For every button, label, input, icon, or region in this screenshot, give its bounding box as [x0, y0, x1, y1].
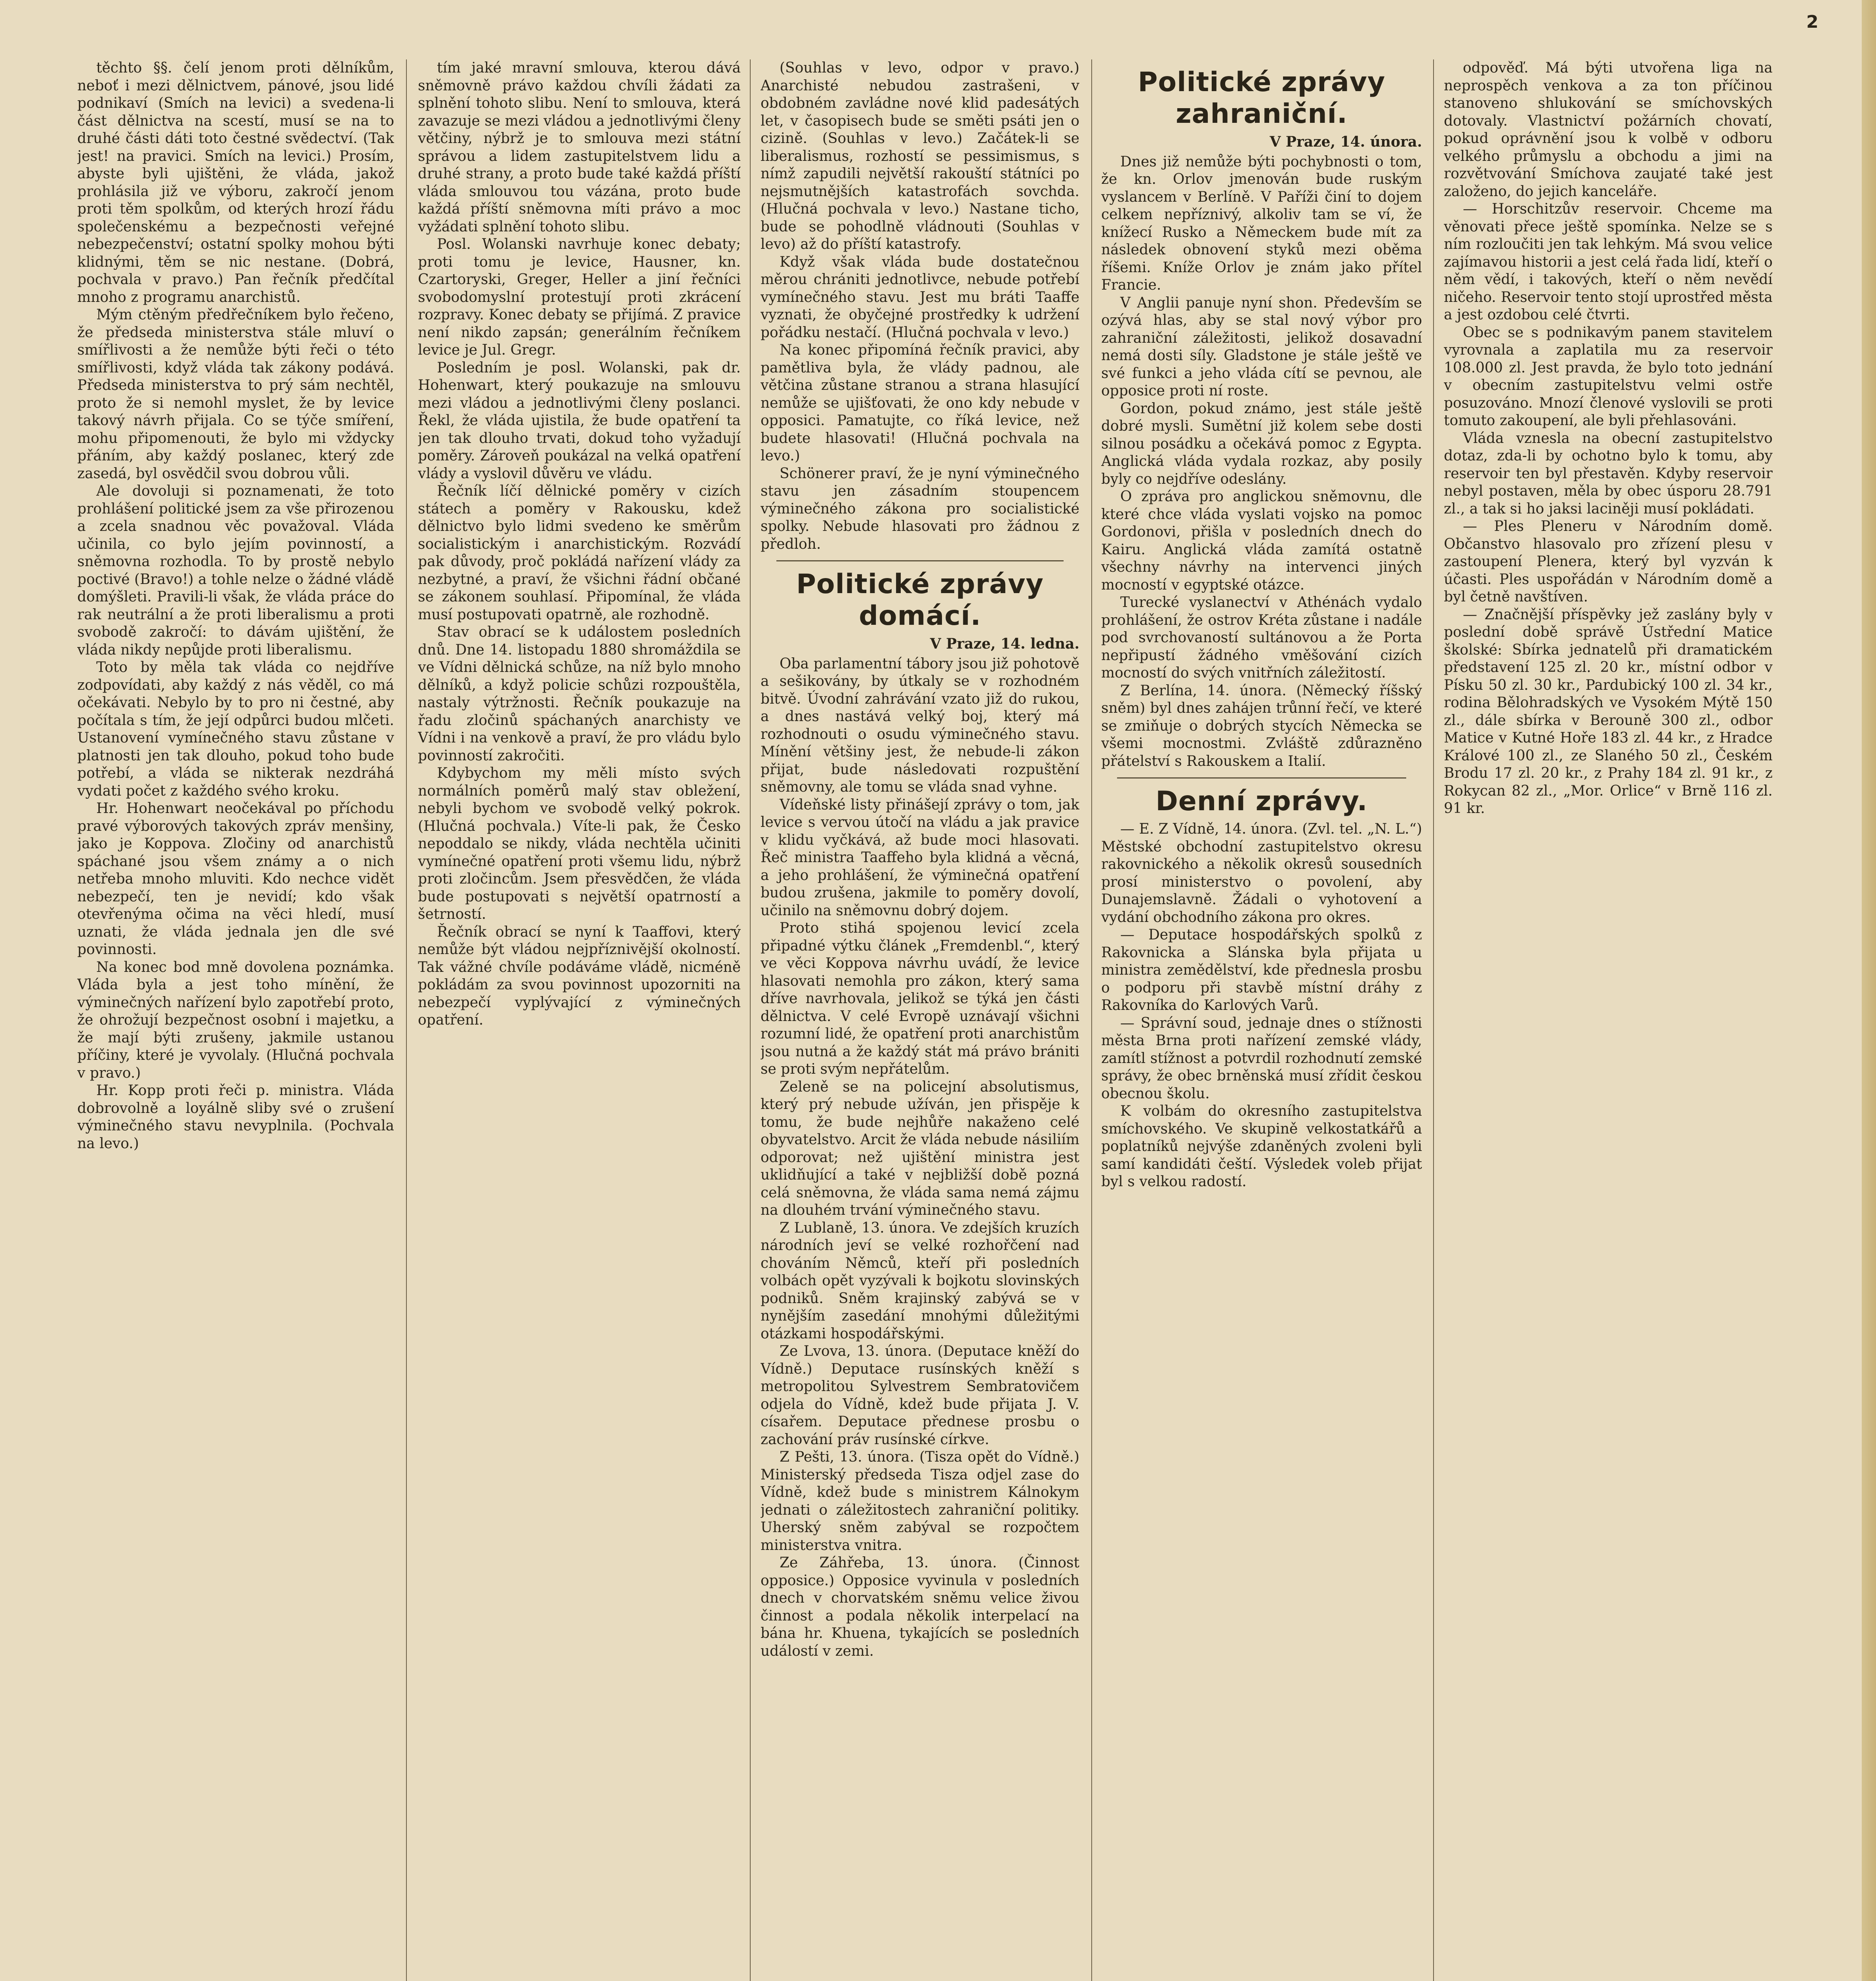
column-4 — [1101, 59, 1422, 1981]
paragraph: Ze Záhřeba, 13. února. (Činnost opposice.) Opposice vyvinula v posledních dnech v chorvatském sněmu velice živou činnost a podala několik interpelací na bána hr. Khuena, tykajících se posledních událostí v zemi. — [761, 1555, 1079, 1659]
column-rule — [406, 59, 407, 1981]
paragraph: Když však vláda bude dostatečnou měrou chrániti jednotlivce, nebude potřebí vymínečného stavu. Jest mu bráti Taaffe vyznati, že obyčejné prostředky k udržení pořádku nestačí. (Hlučná pochvala v levo.) — [761, 254, 1079, 341]
page-number: 2 — [1806, 12, 1819, 32]
paragraph: — E. Z Vídně, 14. února. (Zvl. tel. „N. L.“) Městské obchodní zastupitelstvo okresu rakovnického a několik okresů sousedních prosí ministerstvo o povolení, aby Dunajemslavně. Žádali o vyhotovení a vydání obchodního zákona pro okres. — [1101, 821, 1422, 926]
column-2 — [418, 59, 741, 1981]
section-title-domestic: Politické zprávy domácí. — [796, 569, 1044, 632]
paragraph: Vláda vznesla na obecní zastupitelstvo dotaz, zda-li by ochotno bylo k tomu, aby reservoir ten byl přestavěn. Kdyby reservoir nebyl postaven, měla by obec úsporu 28.791 zl., a tak si ho jaksi laciněji musí pokládati. — [1444, 430, 1773, 517]
paragraph: O zpráva pro anglickou sněmovnu, dle které chce vláda vyslati vojsko na pomoc Gordonovi, přišla v posledních dnech do Kairu. Anglická vláda zamítá ostatně všechny návrhy na intervenci jiných mocností v egyptské otázce. — [1101, 489, 1422, 593]
paragraph: Stav obrací se k událostem posledních dnů. Dne 14. listopadu 1880 shromáždila se ve Vídni dělnická schůze, na níž bylo mnoho dělníků, a když policie schůzi rozpouštěla, nastaly výtržnosti. Řečník poukazuje na řadu zločinů spáchaných anarchisty ve Vídni i na venkově a praví, že pro vládu bylo povinností zakročiti. — [418, 624, 741, 764]
paragraph: Hr. Hohenwart neočekával po příchodu pravé výborových takových zpráv menšiny, jako je Koppova. Zločiny od anarchistů spáchané jsou všem známy a o nich netřeba mnoho mluviti. Kdo nechce vidět nebezpečí, ten je nevidí; kdo však otevřenýma očima na věci hledí, musí uznati, že vláda jednala jen dle své povinnosti. — [77, 800, 394, 958]
dateline: V Praze, 14. ledna. — [930, 636, 1079, 652]
paragraph: — Deputace hospodářských spolků z Rakovnicka a Slánska byla přijata u ministra zemědělství, kde přednesla prosbu o podporu při stavbě místní dráhy z Rakovníka do Karlových Varů. — [1101, 927, 1422, 1013]
paragraph: — Horschitzův reservoir. Chceme ma věnovati přece ještě spomínka. Nelze se s ním rozloučiti jen tak lehkým. Má svou velice zajímavou historii a jest celá řada lidí, kteří o něm vědí, i takových, kteří o něm nevědí ničeho. Reservoir tento stojí uprostřed města a jest ozdobou celé čtvrti. — [1444, 201, 1773, 323]
paragraph: Kdybychom my měli místo svých normálních poměrů malý stav obležení, nebyli bychom ve svobodě velký pokrok. (Hlučná pochvala.) Víte-li pak, že Česko nepoddalo se nikdy, vláda nechtěla učiniti vymínečné opatření proti všemu lidu, nýbrž proti zločincům. Jsem přesvědčen, že vláda bude postupovati s největší opatrností a šetrností. — [418, 765, 741, 922]
column-rule — [1091, 59, 1092, 1981]
column-rule — [1433, 59, 1434, 1981]
column-3 — [761, 59, 1079, 1981]
paragraph: Proto stihá spojenou levicí zcela připadné výtku článek „Fremdenbl.“, který ve věci Koppova návrhu uvádí, že levice hlasovati nemohla pro zákon, který sama dříve navrhovala, jelikož se týká jen části dělnictva. V celé Evropě uznávají všichni rozumní lidé, že opatření proti anarchistům jsou nutná a že každý stát má právo brániti se proti svým nepřátelům. — [761, 920, 1079, 1077]
paragraph: Z Berlína, 14. února. (Německý říšský sněm) byl dnes zahájen trůnní řečí, ve které se zmiňuje o dobrých stycích Německa se všemi mocnostmi. Zvláště zdůrazněno přátelství s Rakouskem a Italií. — [1101, 682, 1422, 769]
paragraph: Řečník líčí dělnické poměry v cizích státech a poměry v Rakousku, kdež dělnictvo bylo lidmi svedeno ke směrům socialistickým i anarchistickým. Rozvádí pak důvody, proč pokládá nařízení vlády za nezbytné, a praví, že všichni řádní občané se zákonem souhlasí. Připomínal, že vláda musí postupovati opatrně, ale rozhodně. — [418, 483, 741, 623]
paragraph: Hr. Kopp proti řeči p. ministra. Vláda dobrovolně a loyálně sliby své o zrušení výminečného stavu nevyplnila. (Pochvala na levo.) — [77, 1082, 394, 1152]
paragraph: Zeleně se na policejní absolutismus, který prý nebude užíván, jen přispěje k tomu, že bude nejhůře nakaženo celé obyvatelstvo. Arcit že vláda nebude násiliím odporovat; než ujištění ministra jest uklidňující a také v nejbližší době pozná celá sněmovna, že vláda sama nemá zájmu na dlouhém trvání výminečného stavu. — [761, 1078, 1079, 1218]
column-5 — [1444, 59, 1773, 1981]
paragraph: Ze Lvova, 13. února. (Deputace kněží do Vídně.) Deputace rusínských kněží s metropolitou Sylvestrem Sembratovičem odjela do Vídně, kdež bude přijata J. V. císařem. Deputace přednese prosbu o zachování práv rusínské církve. — [761, 1343, 1079, 1448]
paragraph: Z Pešti, 13. února. (Tisza opět do Vídně.) Ministerský předseda Tisza odjel zase do Vídně, kdež bude s ministrem Kálnokym jednati o záležitostech zahraniční politiky. Uherský sněm zabýval se rozpočtem ministerstva vnitra. — [761, 1449, 1079, 1554]
paragraph: Mým ctěným předřečníkem bylo řečeno, že předseda ministerstva stále mluví o smířlivosti a že nemůže býti řeči o této smířlivosti, když vláda tak zákony podává. Předseda ministerstva to prý sám nechtěl, proto že si nemohl myslet, že by levice takový návrh přijala. Co se týče smíření, mohu připomenouti, že bylo mi vždycky přáním, aby každý poslanec, který zde zasedá, byl osvědčil svou dobrou vůli. — [77, 307, 394, 482]
paragraph: Na konec připomíná řečník pravici, aby pamětliva byla, že vlády padnou, ale větčina zůstane stranou a strana hlasující nemůže se ujišťovati, že ono kdy nebude v opposici. Pamatujte, co říká levice, než budete hlasovati! (Hlučná pochvala na levo.) — [761, 342, 1079, 464]
paragraph: Schönerer praví, že je nyní výminečného stavu jen zásadním stoupencem výminečného zákona pro socialistické spolky. Nebude hlasovati pro žádnou z předloh. — [761, 465, 1079, 552]
paragraph: Obec se s podnikavým panem stavitelem vyrovnala a zaplatila mu za reservoir 108.000 zl. Jest pravda, že bylo toto jednání v obecním zastupitelstvu velmi ostře posuzováno. Mnozí členové vyslovili se proti tomuto zakoupení, ale byli přehlasováni. — [1444, 324, 1773, 429]
paragraph: Posl. Wolanski navrhuje konec debaty; proti tomu je levice, Hausner, kn. Czartoryski, Greger, Heller a jiní řečníci svobodomyslní protestují proti zkrácení rozpravy. Konec debaty se přijímá. Z pravice není nikdo zapsán; generálním řečníkem levice je Jul. Gregr. — [418, 236, 741, 358]
paragraph: tím jaké mravní smlouva, kterou dává sněmovně právo každou chvíli žádati za splnění tohoto slibu. Není to smlouva, která zavazuje se mezi vládou a jednotlivými členy větčiny, nýbrž je to smlouva mezi státní správou a lidem zastupitelstvem lidu a druhé strany, a proto bude také každá příští vláda smlouvou tou vázána, proto bude každá příští sněmovna míti právo a moc vyžádati splnění tohoto slibu. — [418, 60, 741, 235]
paragraph: Oba parlamentní tábory jsou již pohotově a sešikovány, by útkaly se v rozhodném bitvě. Úvodní zahrávání vzato již do rukou, a dnes nastává velký boj, který má rozhodnouti o osudu výminečného stavu. Mínění většiny jest, že nebude-li zákon přijat, bude následovati rozpuštění sněmovny, ale tomu se vláda snad vyhne. — [761, 655, 1079, 795]
column-1 — [77, 59, 394, 1981]
paragraph: Ale dovoluji si poznamenati, že toto prohlášení politické jsem za vše přirozenou a zcela snadnou věc považoval. Vláda učinila, co bylo jejím povinností, a sněmovna rozhodla. To by prostě nebylo poctivé (Bravo!) a tohle nelze o žádné vládě domýšleti. Pravili-li však, že vláda práce do rak neutrální a že proti liberalismu a proti svobodě zakročí: to dávám ujištění, že vláda nikdy nepůjde proti liberalismu. — [77, 483, 394, 658]
paragraph: Dnes již nemůže býti pochybnosti o tom, že kn. Orlov jmenován bude ruským vyslancem v Berlíně. V Paříži činí to dojem celkem nepříznivý, alkoliv tam se ví, že knížecí Rusko a Německem bude mít za následek obnovení styků mezi oběma říšemi. Kníže Orlov je znám jako přítel Francie. — [1101, 153, 1422, 293]
section-divider — [776, 560, 1064, 561]
paragraph: Z Lublaně, 13. února. Ve zdejších kruzích národních jeví se velké rozhořčení nad chováním Němců, kteří při posledních volbách opět vyzývali k bojkotu slovinských podniků. Sněm krajinský zabývá se v nynějším zasedání mnohými důležitými otázkami hospodářskými. — [761, 1220, 1079, 1342]
paragraph: Na konec bod mně dovolena poznámka. Vláda byla a jest toho mínění, že výminečných nařízení bylo zapotřebí proto, že ohrožují bezpečnost osobní i majetku, a že mají býti zrušeny, jakmile ustanou příčiny, které je vyvolaly. (Hlučná pochvala v pravo.) — [77, 959, 394, 1081]
paragraph: těchto §§. čelí jenom proti dělníkům, neboť i mezi dělnictvem, pánové, jsou lidé podnikaví (Smích na levici) a svedena-li část dělnictva na scestí, musí se na to druhé části dáti toto čestné svědectví. (Tak jest! na pravici. Smích na levici.) Prosím, abyste byli ujištěni, že vláda, jakož prohlásila již ve výboru, zakročí jenom proti těm spolkům, od kterých hrozí řádu společenskému a bezpečnosti veřejné nebezpečenství; ostatní spolky mohou býti klidnými, těm se nic nestane. (Dobrá, pochvala v pravo.) Pan řečník předčítal mnoho z programu anarchistů. — [77, 60, 394, 305]
paragraph: K volbám do okresního zastupitelstva smíchovského. Ve skupině velkostatkářů a poplatníků nejvýše zdaněných zvoleni byli samí kandidáti čeští. Výsledek voleb přijat byl s velkou radostí. — [1101, 1103, 1422, 1190]
paragraph: — Správní soud, jednaje dnes o stížnosti města Brna proti nařízení zemské vlády, zamítl stížnost a potvrdil rozhodnutí zemské správy, že obec brněnská musí zřídit českou obecnou školu. — [1101, 1015, 1422, 1102]
paragraph: Vídeňské listy přinášejí zprávy o tom, jak levice s vervou útočí na vládu a jak pravice v klidu vyčkává, až bude moci hlasovati. Řeč ministra Taaffeho byla klidná a věcná, a jeho prohlášení, že výminečná opatření budou zrušena, jakmile to poměry dovolí, učinilo na sněmovnu dobrý dojem. — [761, 796, 1079, 919]
paragraph: Toto by měla tak vláda co nejdříve zodpovídati, aby každý z nás věděl, co má očekávati. Nebylo by to pro ni čestné, aby počítala s tím, že její odpůrci budou mlčeti. Ustanovení vymínečného stavu zůstane v platnosti jen tak dlouho, pokud toho bude potřebí, a vláda se nikterak nezdráhá vydati počet z každého svého kroku. — [77, 659, 394, 799]
section-title-daily: Denní zprávy. — [1155, 786, 1368, 817]
paragraph: — Značnější příspěvky jež zaslány byly v poslední době správě Ústřední Matice školské: Sbírka jednatelů při dramatickém představení 125 zl. 20 kr., místní odbor v Písku 50 zl. 30 kr., Pardubický 100 zl. 34 kr., rodina Bělohradských ve Vysokém Mýtě 150 zl., dále sbírka v Berouně 300 zl., odbor Matice v Kutné Hoře 183 zl. 44 kr., z Hradce Králové 100 zl., ze Slaného 50 zl., Českém Brodu 17 zl. 20 kr., z Prahy 184 zl. 91 kr., z Rokycan 82 zl., „Mor. Orlice“ v Brně 116 zl. 91 kr. — [1444, 606, 1773, 817]
dateline: V Praze, 14. února. — [1270, 134, 1422, 150]
paragraph: Gordon, pokud známo, jest stále ještě dobré mysli. Sumětní již kolem sebe dosti silnou posádku a očekává pomoc z Egypta. Anglická vláda vydala rozkaz, aby posily byly co nejdříve odeslány. — [1101, 400, 1422, 487]
paragraph: V Anglii panuje nyní shon. Především se ozývá hlas, aby se stal nový výbor pro zahraniční záležitosti, jelikož dosavadní nemá dosti síly. Gladstone je stále ještě ve své funkci a jeho vláda cítí se pevnou, ale opposice proti ní roste. — [1101, 294, 1422, 399]
paragraph: (Souhlas v levo, odpor v pravo.) Anarchisté nebudou zastrašeni, v obdobném zavládne nové klid padesátých let, v časopisech bude se směti psáti jen o cizině. (Souhlas v levo.) Začátek-li se liberalismus, rozhostí se pessimismus, s nímž zapudili největší rakouští státníci po nejsmutnějších katastrofách sovchda. (Hlučná pochvala v levo.) Nastane ticho, bude se pohodlně vládnouti (Souhlas v levo) až do příští katastrofy. — [761, 60, 1079, 252]
paragraph: odpověď. Má býti utvořena liga na neprospěch venkova a za ton příčinou stanoveno shlukování se smíchovských dotovaly. Vlastnictví požárních chovatí, pokud oprávnění jsou k volbě v odboru velkého průmyslu a obchodu a jimi na rozvětvování Smíchova zaujaté také jest založeno, do jejich kanceláře. — [1444, 60, 1773, 200]
column-rule — [750, 59, 751, 1981]
paragraph: Posledním je posl. Wolanski, pak dr. Hohenwart, který poukazuje na smlouvu mezi vládou a jednotlivými členy poslanci. Řekl, že vláda ujistila, že bude opatření ta jen tak dlouho trvati, dokud toho vyžadují poměry. Zároveň poukázal na velká opatření vlády a vyslovil důvěru ve vládu. — [418, 359, 741, 482]
section-divider — [1117, 777, 1406, 779]
paragraph: Turecké vyslanectví v Athénách vydalo prohlášení, že ostrov Kréta zůstane i nadále pod svrchovaností sultánovou a že Porta nepřipustí žádného vměšování cizích mocností do svých vnitřních záležitostí. — [1101, 594, 1422, 681]
section-title-foreign: Politické zprávy zahraniční. — [1138, 67, 1386, 130]
paragraph: Řečník obrací se nyní k Taaffovi, který nemůže být vládou nejpříznivější okolností. Tak vážné chvíle podáváme vládě, nicméně pokládám za svou povinnost upozorniti na nebezpečí vyplývající z výminečných opatření. — [418, 924, 741, 1028]
paragraph: — Ples Pleneru v Národním domě. Občanstvo hlasovalo pro zřízení plesu v zastoupení Plenera, který byl vyzván k účasti. Ples uspořádán v Národním domě a byl četně navštíven. — [1444, 518, 1773, 605]
